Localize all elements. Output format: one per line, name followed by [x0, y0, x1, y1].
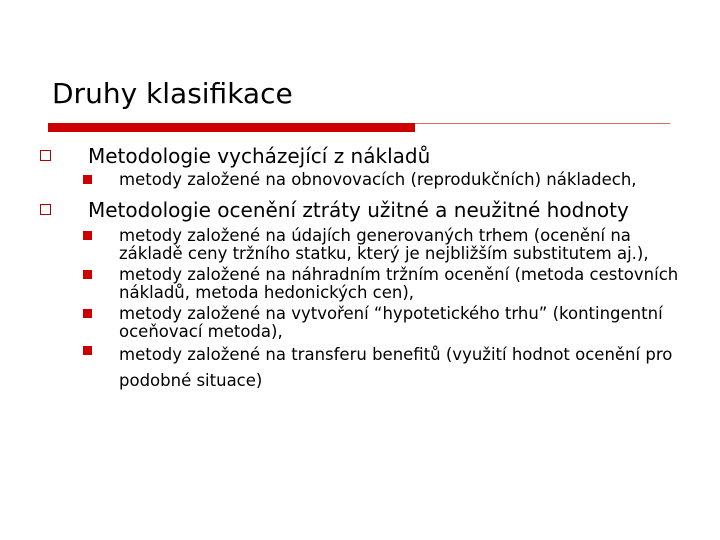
sub-list-item-text: metody založené na transferu benefitů (využití hodnot ocenění pro podobné situace) [119, 345, 673, 390]
bullet-list [40, 145, 680, 394]
sub-list-item-text: metody založené na obnovovacích (reprodukčních) nákladech, [119, 170, 637, 189]
filled-square-bullet-icon [83, 175, 92, 184]
filled-square-bullet-icon [83, 231, 92, 240]
hollow-square-bullet-icon [40, 204, 51, 215]
sub-list-item [40, 342, 680, 394]
filled-square-bullet-icon [83, 309, 92, 318]
title-underline-rule [415, 123, 670, 124]
sub-list-item-text: metody založené na náhradním tržním ocenění (metoda cestovních nákladů, metoda hedonických cen), [119, 265, 679, 302]
list-item-text: Metodologie ocenění ztráty užitné a neužitné hodnoty [88, 198, 629, 222]
sub-list-item [40, 305, 680, 341]
hollow-square-bullet-icon [40, 150, 51, 161]
list-item [40, 199, 680, 221]
sub-list-item [40, 171, 680, 189]
sub-list-item-text: metody založené na údajích generovaných trhem (ocenění na základě ceny tržního statku, který je nejbližším substitutem aj.), [119, 226, 649, 263]
sub-list-item-text: metody založené na vytvoření “hypotetického trhu” (kontingentní oceňovací metoda), [119, 304, 663, 341]
sub-list-item [40, 266, 680, 302]
slide-title: Druhy klasifikace [52, 77, 293, 110]
sub-list-item [40, 227, 680, 263]
filled-square-bullet-icon [83, 270, 92, 279]
list-item [40, 145, 680, 167]
filled-square-bullet-icon [83, 346, 92, 355]
list-item-text: Metodologie vycházející z nákladů [88, 144, 431, 168]
title-underline-accent [48, 123, 415, 132]
